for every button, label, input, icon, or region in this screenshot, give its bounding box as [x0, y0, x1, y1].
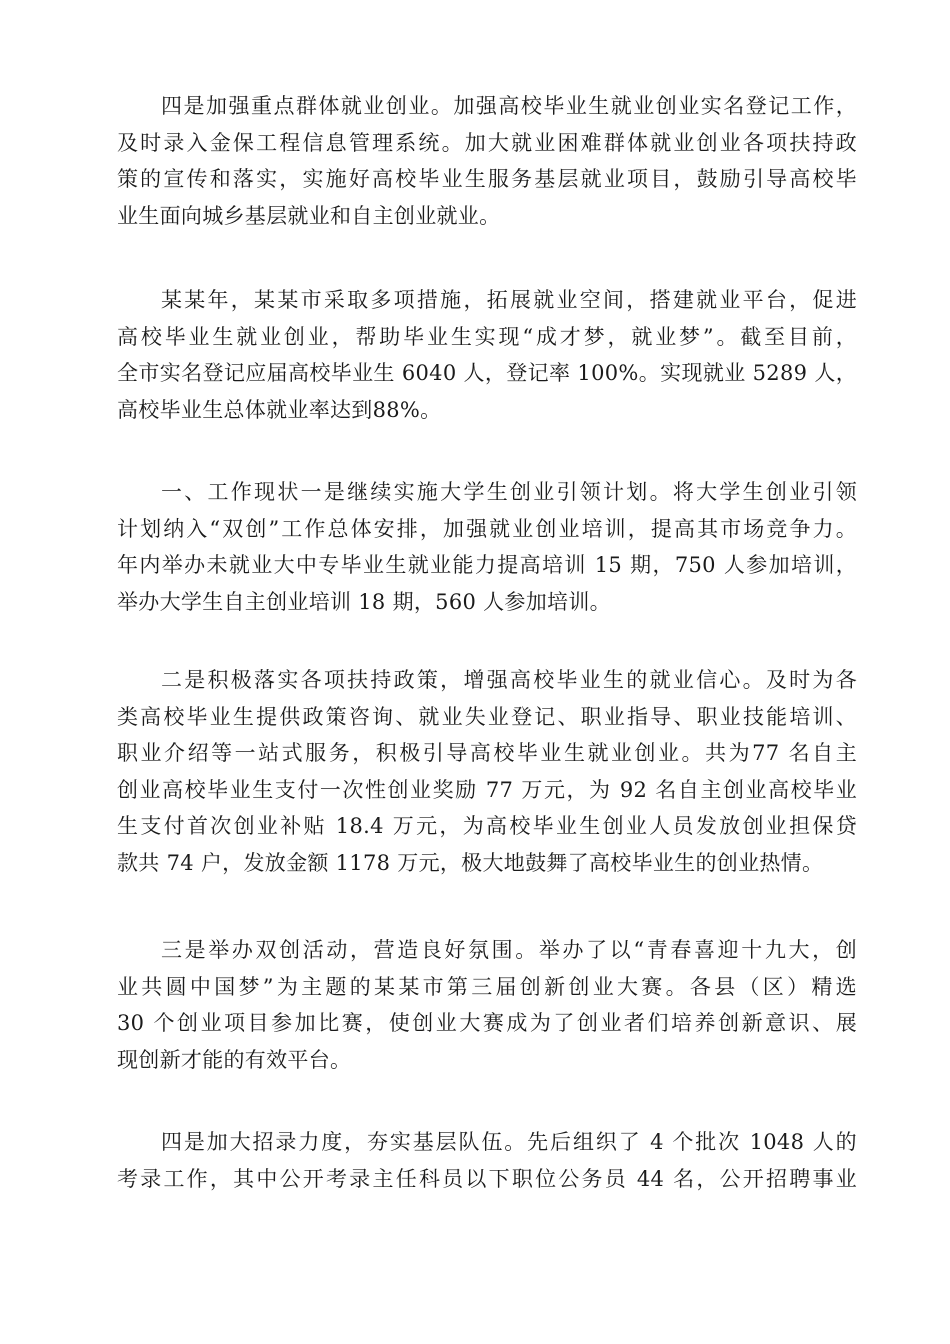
- paragraph-key-groups-employment: [117, 88, 857, 234]
- text-line: 四是加强重点群体就业创业。加强高校毕业生就业创业实名登记工作，: [161, 94, 857, 118]
- text-line: 高校毕业生总体就业率达到88%。: [117, 397, 442, 422]
- text-line: 一、工作现状一是继续实施大学生创业引领计划。将大学生创业引领: [161, 480, 857, 504]
- text-line: 业生面向城乡基层就业和自主创业就业。: [117, 203, 501, 228]
- text-line: 全市实名登记应届高校毕业生 6040 人，登记率 100%。实现就业 5289 人，: [117, 361, 857, 385]
- text-line: 创业高校毕业生支付一次性创业奖励 77 万元，为 92 名自主创业高校毕业: [117, 777, 857, 802]
- text-line: 现创新才能的有效平台。: [117, 1047, 352, 1072]
- text-line: 高校毕业生就业创业，帮助毕业生实现“成才梦，就业梦”。截至目前，: [117, 324, 857, 349]
- paragraph-support-policies: [117, 662, 857, 881]
- text-line: 计划纳入“双创”工作总体安排，加强就业创业培训，提高其市场竞争力。: [117, 516, 857, 541]
- paragraph-recruitment: [117, 1124, 857, 1197]
- text-line: 业共圆中国梦”为主题的某某市第三届创新创业大赛。各县（区）精选: [117, 974, 857, 999]
- text-line: 30 个创业项目参加比赛，使创业大赛成为了创业者们培养创新意识、展: [117, 1011, 857, 1035]
- text-line: 举办大学生自主创业培训 18 期，560 人参加培训。: [117, 589, 611, 614]
- text-line: 款共 74 户，发放金额 1178 万元，极大地鼓舞了高校毕业生的创业热情。: [117, 850, 824, 875]
- text-line: 及时录入金保工程信息管理系统。加大就业困难群体就业创业各项扶持政: [117, 130, 857, 155]
- paragraph-city-overview: [117, 282, 857, 428]
- text-line: 考录工作，其中公开考录主任科员以下职位公务员 44 名，公开招聘事业: [117, 1166, 857, 1191]
- text-line: 某某年，某某市采取多项措施，拓展就业空间，搭建就业平台，促进: [161, 288, 857, 312]
- text-line: 年内举办未就业大中专毕业生就业能力提高培训 15 期，750 人参加培训，: [117, 553, 857, 577]
- text-line: 生支付首次创业补贴 18.4 万元，为高校毕业生创业人员发放创业担保贷: [117, 814, 857, 838]
- text-line: 二是积极落实各项扶持政策，增强高校毕业生的就业信心。及时为各: [161, 668, 857, 692]
- text-line: 类高校毕业生提供政策咨询、就业失业登记、职业指导、职业技能培训、: [117, 704, 857, 729]
- text-line: 策的宣传和落实，实施好高校毕业生服务基层就业项目，鼓励引导高校毕: [117, 167, 857, 191]
- text-line: 三是举办双创活动，营造良好氛围。举办了以“青春喜迎十九大，创: [161, 938, 857, 962]
- paragraph-work-status: [117, 474, 857, 620]
- text-line: 职业介绍等一站式服务，积极引导高校毕业生就业创业。共为77 名自主: [117, 741, 857, 765]
- text-line: 四是加大招录力度，夯实基层队伍。先后组织了 4 个批次 1048 人的: [161, 1130, 857, 1154]
- paragraph-innovation-activities: [117, 932, 857, 1078]
